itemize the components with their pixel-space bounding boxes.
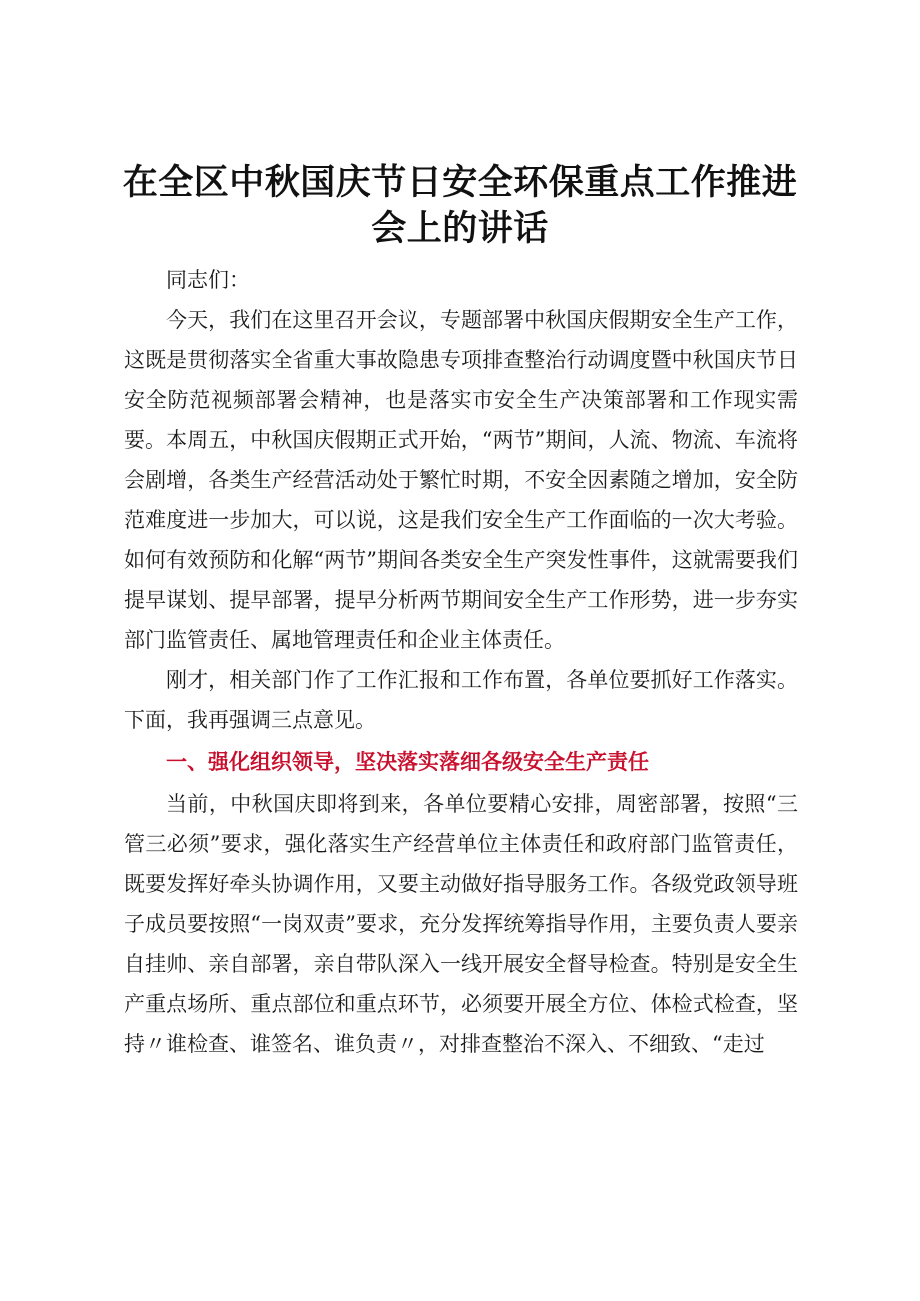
document-title: 在全区中秋国庆节日安全环保重点工作推进会上的讲话 [122,163,798,249]
paragraph-section-1: 当前，中秋国庆即将到来，各单位要精心安排，周密部署，按照“三管三必须”要求，强化落实生产经营单位主体责任和政府部门监管责任，既要发挥好牵头协调作用，又要主动做好指导服务工作。各级党政领导班子成员要按照“一岗双责”要求，充分发挥统筹指导作用，主要负责人要亲自挂帅、亲自部署，亲自带队深入一线开展安全督导检查。特别是安全生产重点场所、重点部位和重点环节，必须要开展全方位、体检式检查，坚持〃谁检查、谁签名、谁负责〃，对排查整治不深入、不细致、“走过 [124,792,798,1056]
paragraph-transition: 刚才，相关部门作了工作汇报和工作布置，各单位要抓好工作落实。下面，我再强调三点意见。 [124,668,798,732]
section-heading-1: 一、强化组织领导，坚决落实落细各级安全生产责任 [166,750,649,774]
salutation: 同志们： [166,268,250,292]
paragraph-intro: 今天，我们在这里召开会议，专题部署中秋国庆假期安全生产工作，这既是贯彻落实全省重大事故隐患专项排查整治行动调度暨中秋国庆节日安全防范视频部署会精神，也是落实市安全生产决策部署和工作现实需要。本周五，中秋国庆假期正式开始，“两节”期间，人流、物流、车流将会剧增，各类生产经营活动处于繁忙时期，不安全因素随之增加，安全防范难度进一步加大，可以说，这是我们安全生产工作面临的一次大考验。如何有效预防和化解“两节”期间各类安全生产突发性事件，这就需要我们提早谋划、提早部署，提早分析两节期间安全生产工作形势，进一步夯实部门监管责任、属地管理责任和企业主体责任。 [124,308,798,652]
document-body [124,260,798,1064]
